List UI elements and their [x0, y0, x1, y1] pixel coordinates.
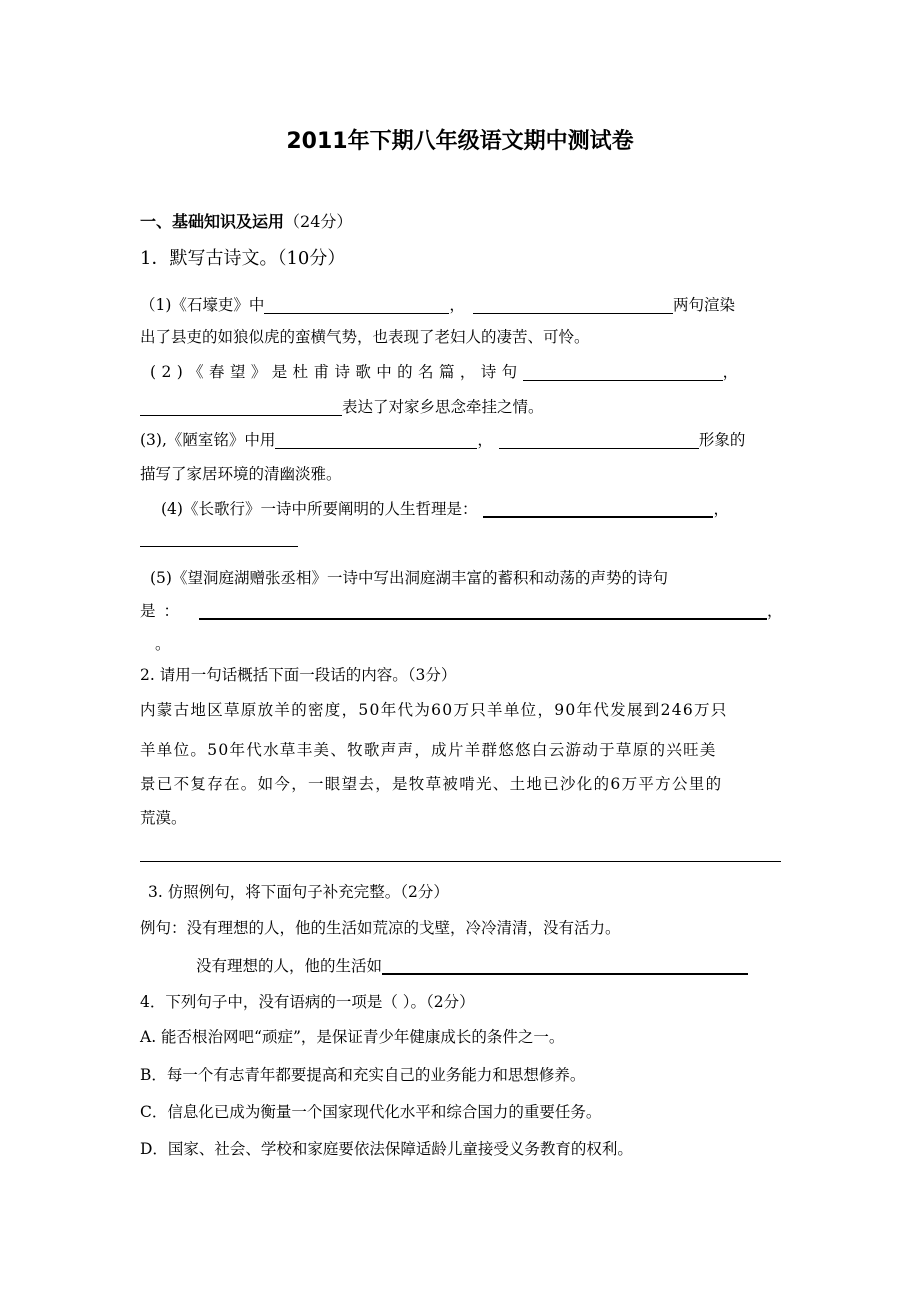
- answer-blank[interactable]: [523, 363, 723, 381]
- q1-item-4: [161, 497, 729, 519]
- q1-item-3-comma: ，: [477, 431, 493, 449]
- question-4-heading: 4．下列句子中，没有语病的一项是（ ）。（2分）: [140, 993, 475, 1011]
- q1-item-2-line2: [140, 395, 544, 417]
- section-heading: [140, 209, 352, 232]
- question-3-heading: 3. 仿照例句，将下面句子补充完整。（2分）: [148, 883, 449, 901]
- q1-item-5-comma: ，: [767, 602, 783, 620]
- answer-blank[interactable]: [382, 956, 748, 975]
- answer-blank[interactable]: [275, 431, 477, 449]
- q1-item-3-line2: 描写了家居环境的清幽淡雅。: [140, 465, 342, 483]
- q2-passage-line: 荒漠。: [140, 809, 187, 827]
- q2-passage-line: 景已不复存在。如今，一眼望去，是牧草被啃光、土地已沙化的6万平方公里的: [140, 775, 723, 793]
- answer-line[interactable]: [140, 861, 781, 862]
- section-heading-text: 一、基础知识及运用: [140, 212, 285, 231]
- q1-item-5-end: 。: [155, 635, 171, 653]
- page-title: 2011年下期八年级语文期中测试卷: [286, 129, 634, 154]
- answer-blank[interactable]: [140, 398, 342, 416]
- q1-item-3-after: 形象的: [698, 431, 746, 449]
- answer-blank[interactable]: [473, 296, 673, 314]
- q1-item-2-line1: [150, 360, 743, 382]
- question-1-heading: 1．默写古诗文。（10分）: [140, 248, 346, 269]
- q1-item-1-line2: 出了县吏的如狼似虎的蛮横气势，也表现了老妇人的凄苦、可怜。: [140, 328, 590, 346]
- section-points: （24分）: [284, 212, 353, 231]
- q3-prompt: [196, 954, 748, 976]
- q4-option-b: B．每一个有志青年都要提高和充实自己的业务能力和思想修养。: [140, 1066, 586, 1084]
- q4-option-c: C．信息化已成为衡量一个国家现代化水平和综合国力的重要任务。: [140, 1103, 602, 1121]
- q1-item-5-line2: [140, 599, 783, 621]
- answer-blank[interactable]: [483, 499, 713, 518]
- q1-item-2-after: 表达了对家乡思念牵挂之情。: [342, 398, 544, 416]
- q1-item-3-prefix: (3),《陋室铭》中用: [140, 431, 276, 449]
- q1-item-1: [140, 293, 735, 315]
- q2-passage-line: 羊单位。50年代水草丰美、牧歌声声，成片羊群悠悠白云游动于草原的兴旺美: [140, 741, 717, 759]
- q3-example: 例句：没有理想的人，他的生活如荒凉的戈壁，冷冷清清，没有活力。: [140, 919, 621, 937]
- question-2-heading: 2. 请用一句话概括下面一段话的内容。（3分）: [140, 666, 457, 684]
- answer-line[interactable]: [140, 546, 298, 547]
- q1-item-1-prefix: （1)《石壕吏》中: [140, 296, 265, 314]
- q1-item-5-prefix: 是：: [140, 602, 188, 620]
- q1-item-1-after: 两句渲染: [672, 296, 735, 314]
- q3-prompt-text: 没有理想的人，他的生活如: [196, 957, 383, 975]
- q1-item-4-comma: ，: [713, 500, 729, 518]
- answer-blank[interactable]: [199, 601, 767, 620]
- q1-item-5-line1: (5)《望洞庭湖赠张丞相》一诗中写出洞庭湖丰富的蓄积和动荡的声势的诗句: [150, 569, 668, 587]
- q1-item-2-prefix: (2)《春望》是杜甫诗歌中的名篇，诗句: [150, 363, 523, 381]
- q1-item-4-prefix: (4)《长歌行》一诗中所要阐明的人生哲理是：: [161, 500, 478, 518]
- q2-passage-line: 内蒙古地区草原放羊的密度，50年代为60万只羊单位，90年代发展到246万只: [140, 701, 728, 719]
- q1-item-1-comma: ，: [449, 296, 465, 314]
- q1-item-3: [140, 428, 745, 450]
- answer-blank[interactable]: [264, 296, 449, 314]
- answer-blank[interactable]: [499, 431, 699, 449]
- q4-option-a: A. 能否根治网吧“顽症”，是保证青少年健康成长的条件之一。: [140, 1028, 565, 1046]
- q1-item-2-comma: ，: [722, 363, 744, 381]
- q4-option-d: D．国家、社会、学校和家庭要依法保障适龄儿童接受义务教育的权利。: [140, 1140, 633, 1158]
